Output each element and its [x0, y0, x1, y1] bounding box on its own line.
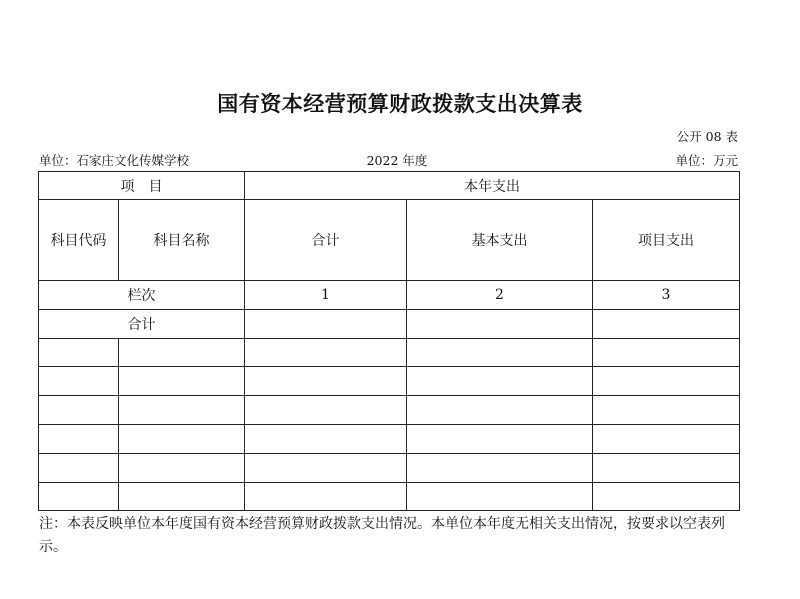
- column-number-3: 3: [593, 281, 740, 310]
- table-cell: [39, 338, 119, 367]
- basic-expense-header: 基本支出: [407, 200, 593, 281]
- table-cell: [245, 453, 407, 482]
- table-cell: [39, 424, 119, 453]
- table-cell: [119, 482, 245, 511]
- table-cell: [245, 338, 407, 367]
- total-header: 合计: [245, 200, 407, 281]
- table-cell: [593, 396, 740, 425]
- table-row: [39, 338, 740, 367]
- table-cell: [407, 338, 593, 367]
- table-row: [39, 482, 740, 511]
- table-row: [39, 453, 740, 482]
- table-cell: [39, 453, 119, 482]
- table-row: [39, 367, 740, 396]
- column-number-2: 2: [407, 281, 593, 310]
- table-cell: [119, 396, 245, 425]
- column-number-label: 栏次: [39, 281, 245, 310]
- current-year-expense-header: 本年支出: [245, 172, 740, 200]
- column-number-row: [39, 281, 740, 310]
- table-cell: [119, 453, 245, 482]
- table-row: [39, 424, 740, 453]
- total-cell: [245, 309, 407, 338]
- column-number-1: 1: [245, 281, 407, 310]
- table-cell: [119, 338, 245, 367]
- table-cell: [245, 396, 407, 425]
- table-cell: [593, 453, 740, 482]
- total-row: [39, 309, 740, 338]
- table-cell: [407, 367, 593, 396]
- fiscal-year: 2022 年度: [366, 153, 428, 168]
- total-row-label: 合计: [39, 309, 245, 338]
- table-cell: [245, 367, 407, 396]
- table-cell: [407, 453, 593, 482]
- form-code: 公开 08 表: [676, 129, 738, 144]
- table-cell: [39, 367, 119, 396]
- header-row-1: [39, 172, 740, 200]
- table-cell: [407, 482, 593, 511]
- subject-code-header: 科目代码: [39, 200, 119, 281]
- table-cell: [119, 424, 245, 453]
- expense-table: [38, 171, 740, 511]
- table-cell: [245, 424, 407, 453]
- total-basic-cell: [407, 309, 593, 338]
- project-expense-header: 项目支出: [593, 200, 740, 281]
- table-cell: [593, 424, 740, 453]
- table-cell: [119, 367, 245, 396]
- currency-unit: 单位：万元: [675, 153, 738, 168]
- table-cell: [39, 482, 119, 511]
- table-cell: [39, 396, 119, 425]
- table-cell: [593, 482, 740, 511]
- table-cell: [407, 396, 593, 425]
- footnote: 注：本表反映单位本年度国有资本经营预算财政拨款支出情况。本单位本年度无相关支出情况，按要求以空表列示。: [39, 516, 725, 555]
- table-cell: [407, 424, 593, 453]
- total-project-cell: [593, 309, 740, 338]
- table-cell: [245, 482, 407, 511]
- unit-label: 单位：石家庄文化传媒学校: [39, 153, 190, 168]
- table-title: 国有资本经营预算财政拨款支出决算表: [217, 92, 583, 116]
- header-row-2: [39, 200, 740, 281]
- item-header: 项 目: [39, 172, 245, 200]
- table-cell: [593, 367, 740, 396]
- table-cell: [593, 338, 740, 367]
- subject-name-header: 科目名称: [119, 200, 245, 281]
- table-row: [39, 396, 740, 425]
